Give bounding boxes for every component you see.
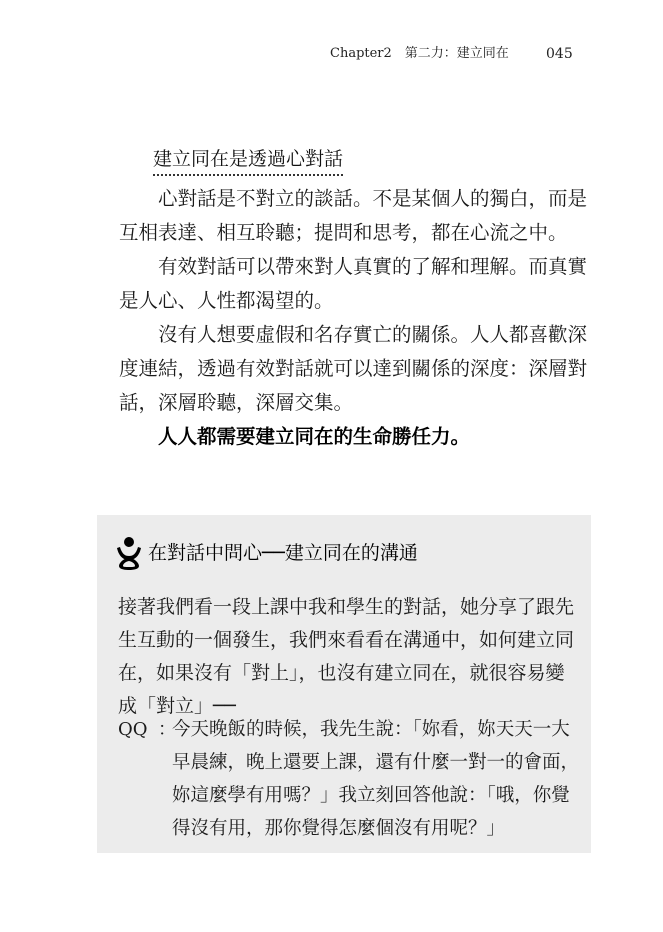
body-text bbox=[119, 182, 589, 454]
dialogue-text: 今天晚飯的時候，我先生說：「妳看，妳天天一大早晨練，晚上還要上課，還有什麼一對一的會面，妳這麼學有用嗎？」我立刻回答他說：「哦，你覺得沒有用，那你覺得怎麼個沒有用呢？」 bbox=[172, 719, 580, 839]
body-paragraph-1: 心對話是不對立的談話。不是某個人的獨白，而是互相表達、相互聆聽；提問和思考，都在心流之中。 bbox=[119, 187, 588, 244]
emphasis-paragraph: 人人都需要建立同在的生命勝任力。 bbox=[158, 425, 471, 448]
speaker-colon: ： bbox=[158, 719, 176, 740]
speaker-label: QQ bbox=[118, 719, 148, 740]
meditating-person-icon bbox=[114, 535, 144, 571]
page-number: 045 bbox=[546, 46, 573, 62]
sidebar-box bbox=[97, 515, 591, 853]
running-title: Chapter2 第二力：建立同在 bbox=[330, 46, 509, 61]
running-header bbox=[0, 44, 663, 64]
box-heading bbox=[114, 535, 418, 571]
box-intro-paragraph: 接著我們看一段上課中我和學生的對話，她分享了跟先生互動的一個發生，我們來看看在溝通中，如何建立同在，如果沒有「對上」，也沒有建立同在，就很容易變成「對立」── bbox=[118, 596, 575, 717]
box-title: 在對話中問心──建立同在的溝通 bbox=[148, 542, 418, 564]
body-paragraph-3: 沒有人想要虛假和名存實亡的關係。人人都喜歡深度連結，透過有效對話就可以達到關係的深度：深層對話，深層聆聽，深層交集。 bbox=[119, 323, 588, 414]
section-heading: 建立同在是透過心對話 bbox=[153, 146, 343, 176]
body-paragraph-2: 有效對話可以帶來對人真實的了解和理解。而真實是人心、人性都渴望的。 bbox=[119, 255, 588, 312]
